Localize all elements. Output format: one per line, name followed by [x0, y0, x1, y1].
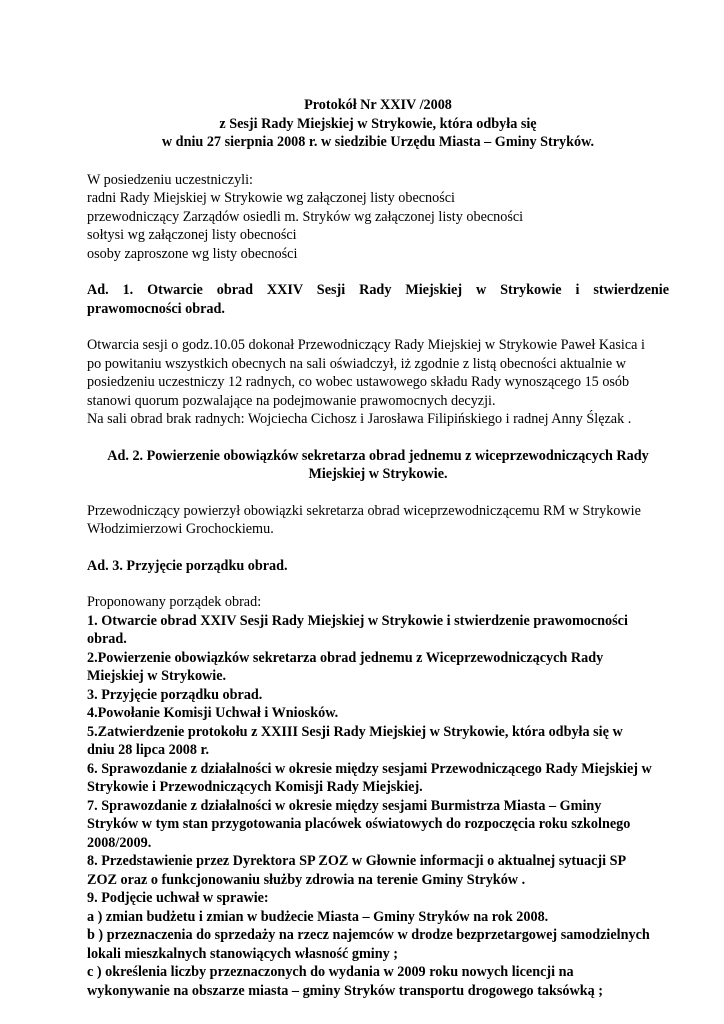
agenda-item: ZOZ oraz o funkcjonowaniu służby zdrowia na terenie Gminy Stryków . [87, 871, 526, 888]
attendance-line: osoby zaproszone wg listy obecności [87, 245, 298, 262]
agenda-item: 4.Powołanie Komisji Uchwał i Wniosków. [87, 705, 339, 721]
document-page [87, 96, 669, 1000]
agenda-item: 9. Podjęcie uchwał w sprawie: [87, 890, 269, 906]
paragraph-line: Na sali obrad brak radnych: Wojciecha Cichosz i Jarosława Filipińskiego i radnej Anny Ślęzak . [87, 411, 632, 427]
agenda-item: obrad. [87, 631, 127, 647]
document-title [87, 96, 669, 152]
attendance-line: radni Rady Miejskiej w Strykowie wg załączonej listy obecności [87, 190, 455, 206]
agenda-item: dniu 28 lipca 2008 r. [87, 742, 210, 758]
agenda-item: lokali mieszkalnych stanowiących własność gminy ; [87, 945, 398, 962]
paragraph-line: Włodzimierzowi Grochockiemu. [87, 521, 274, 537]
attendance-line: sołtysi wg załączonej listy obecności [87, 227, 297, 243]
ad1-heading [87, 281, 669, 318]
agenda-item: Stryków w tym stan przygotowania placówek oświatowych do rozpoczęcia roku szkolnego [87, 816, 631, 832]
ad2-heading [87, 447, 669, 484]
title-line: z Sesji Rady Miejskiej w Strykowie, która odbyła się [219, 115, 537, 132]
agenda-item: 3. Przyjęcie porządku obrad. [87, 686, 263, 703]
agenda-item: 2.Powierzenie obowiązków sekretarza obrad jednemu z Wiceprzewodniczących Rady [87, 649, 604, 666]
heading-line: prawomocności obrad. [87, 300, 225, 317]
agenda-item: wykonywanie na obszarze miasta – gminy Stryków transportu drogowego taksówką ; [87, 982, 604, 999]
agenda-item: 8. Przedstawienie przez Dyrektora SP ZOZ w Głownie informacji o aktualnej sytuacji SP [87, 853, 627, 869]
agenda-item: b ) przeznaczenia do sprzedaży na rzecz najemców w drodze bezprzetargowej samodzielnych [87, 927, 650, 943]
ad2-paragraph [87, 502, 669, 539]
agenda-item: a ) zmian budżetu i zmian w budżecie Miasta – Gminy Stryków na rok 2008. [87, 908, 549, 925]
title-line: w dniu 27 sierpnia 2008 r. w siedzibie Urzędu Miasta – Gminy Stryków. [161, 134, 595, 150]
agenda-section [87, 593, 669, 1000]
attendance-line: przewodniczący Zarządów osiedli m. Stryków wg załączonej listy obecności [87, 208, 524, 225]
agenda-item: 2008/2009. [87, 834, 152, 851]
heading-line: Ad. 1. Otwarcie obrad XXIV Sesji Rady Miejskiej w Strykowie i stwierdzenie [87, 282, 669, 298]
paragraph-line: po powitaniu wszystkich obecnych na sali oświadczył, iż zgodnie z listą obecności aktualnie w [87, 355, 626, 372]
ad1-paragraph [87, 336, 669, 429]
paragraph-line: Otwarcia sesji o godz.10.05 dokonał Przewodniczący Rady Miejskiej w Strykowie Paweł Kasica i [87, 337, 645, 353]
title-line: Protokół Nr XXIV /2008 [304, 97, 452, 113]
agenda-item: 1. Otwarcie obrad XXIV Sesji Rady Miejskiej w Strykowie i stwierdzenie prawomocności [87, 612, 628, 629]
agenda-item: 6. Sprawozdanie z działalności w okresie między sesjami Przewodniczącego Rady Miejskiej w [87, 760, 652, 777]
agenda-item: Miejskiej w Strykowie. [87, 668, 227, 684]
heading-line: Miejskiej w Strykowie. [308, 466, 448, 482]
heading-line: Ad. 2. Powierzenie obowiązków sekretarza obrad jednemu z wiceprzewodniczących Rady [107, 447, 649, 464]
agenda-item: c ) określenia liczby przeznaczonych do wydania w 2009 roku nowych licencji na [87, 964, 574, 980]
paragraph-line: posiedzeniu uczestniczy 12 radnych, co wobec ustawowego składu Rady wynoszącego 15 osób [87, 374, 630, 390]
agenda-item: Strykowie i Przewodniczących Komisji Rady Miejskiej. [87, 779, 423, 795]
agenda-item: 5.Zatwierdzenie protokołu z XXIII Sesji Rady Miejskiej w Strykowie, która odbyła się w [87, 723, 623, 740]
ad3-heading: Ad. 3. Przyjęcie porządku obrad. [87, 557, 288, 574]
agenda-intro: Proponowany porządek obrad: [87, 594, 262, 610]
paragraph-line: Przewodniczący powierzył obowiązki sekretarza obrad wiceprzewodniczącemu RM w Strykowie [87, 502, 641, 519]
paragraph-line: stanowi quorum pozwalające na podejmowanie prawomocnych decyzji. [87, 392, 496, 409]
attendance-section [87, 171, 669, 264]
agenda-item: 7. Sprawozdanie z działalności w okresie między sesjami Burmistrza Miasta – Gminy [87, 797, 602, 814]
attendance-line: W posiedzeniu uczestniczyli: [87, 171, 253, 188]
